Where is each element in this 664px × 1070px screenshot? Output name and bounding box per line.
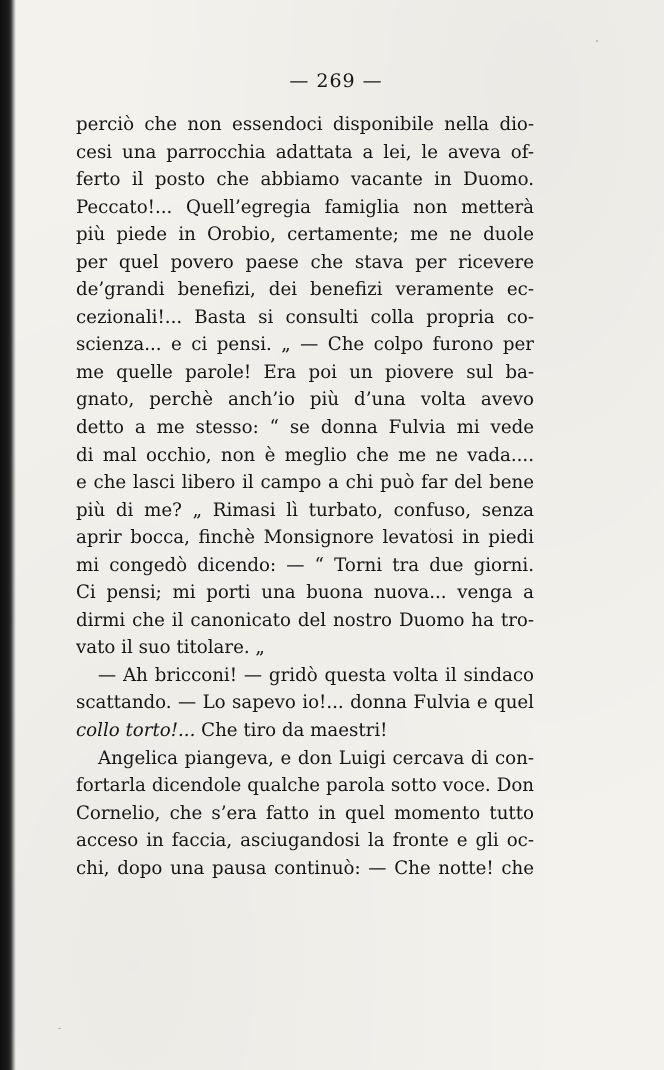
text-line: me quelle parole! Era poi un piovere sul ba- <box>76 361 534 383</box>
text-line: fortarla dicendole qualche parola sotto voce. Don <box>76 775 534 797</box>
binding-edge <box>0 0 16 1070</box>
text-line: cezionali!... Basta si consulti colla propria co- <box>76 306 534 328</box>
text-line: Cornelio, che s’era fatto in quel momento tutto <box>76 802 534 824</box>
paper-speck <box>596 40 598 42</box>
text-line: chi, dopo una pausa continuò: — Che notte! che <box>76 857 534 879</box>
text-line: scattando. — Lo sapevo io!... donna Fulvia e quel <box>76 692 534 714</box>
italic-phrase: collo torto!... <box>76 720 196 742</box>
text-line: dirmi che il canonicato del nostro Duomo ha tro- <box>76 609 534 631</box>
text-line: Ci pensi; mi porti una buona nuova... venga a <box>76 582 534 604</box>
text-line: aprir bocca, finchè Monsignore levatosi in piedi <box>76 527 534 549</box>
text-line: mi congedò dicendo: — “ Torni tra due giorni. <box>76 554 534 576</box>
text-run: Che tiro da maestri! <box>195 720 388 742</box>
text-line: Angelica piangeva, e don Luigi cercava di con- <box>98 747 534 769</box>
text-line: cesi una parrocchia adattata a lei, le aveva of- <box>76 141 534 163</box>
text-line: Peccato!... Quell’egregia famiglia non metterà <box>76 196 534 218</box>
text-line: ferto il posto che abbiamo vacante in Duomo. <box>76 169 534 191</box>
text-line: scienza... e ci pensi. „ — Che colpo furono per <box>76 334 534 356</box>
text-line: e che lasci libero il campo a chi può far del bene <box>76 472 534 494</box>
text-line: detto a me stesso: “ se donna Fulvia mi vede <box>76 417 534 439</box>
paper-speck <box>58 1028 61 1029</box>
text-line: — Ah bricconi! — gridò questa volta il sindaco <box>98 664 534 686</box>
text-line: di mal occhio, non è meglio che me ne vada.... <box>76 444 534 466</box>
text-line: gnato, perchè anch’io più d’una volta avevo <box>76 389 534 411</box>
page-number: — 269 — <box>289 70 383 92</box>
text-line: perciò che non essendoci disponibile nella dio- <box>76 114 534 135</box>
text-line: vato il suo titolare. „ <box>76 637 265 659</box>
text-line-mixed <box>76 717 534 745</box>
text-line: più di me? „ Rimasi lì turbato, confuso, senza <box>76 499 534 521</box>
text-line: de’grandi benefizi, dei benefizi veramente ec- <box>76 279 534 301</box>
text-line: per quel povero paese che stava per ricevere <box>76 251 534 273</box>
body-text <box>76 111 534 882</box>
paper-speck <box>430 528 431 531</box>
text-line: più piede in Orobio, certamente; me ne duole <box>76 224 534 246</box>
text-line: acceso in faccia, asciugandosi la fronte e gli oc- <box>76 830 534 852</box>
